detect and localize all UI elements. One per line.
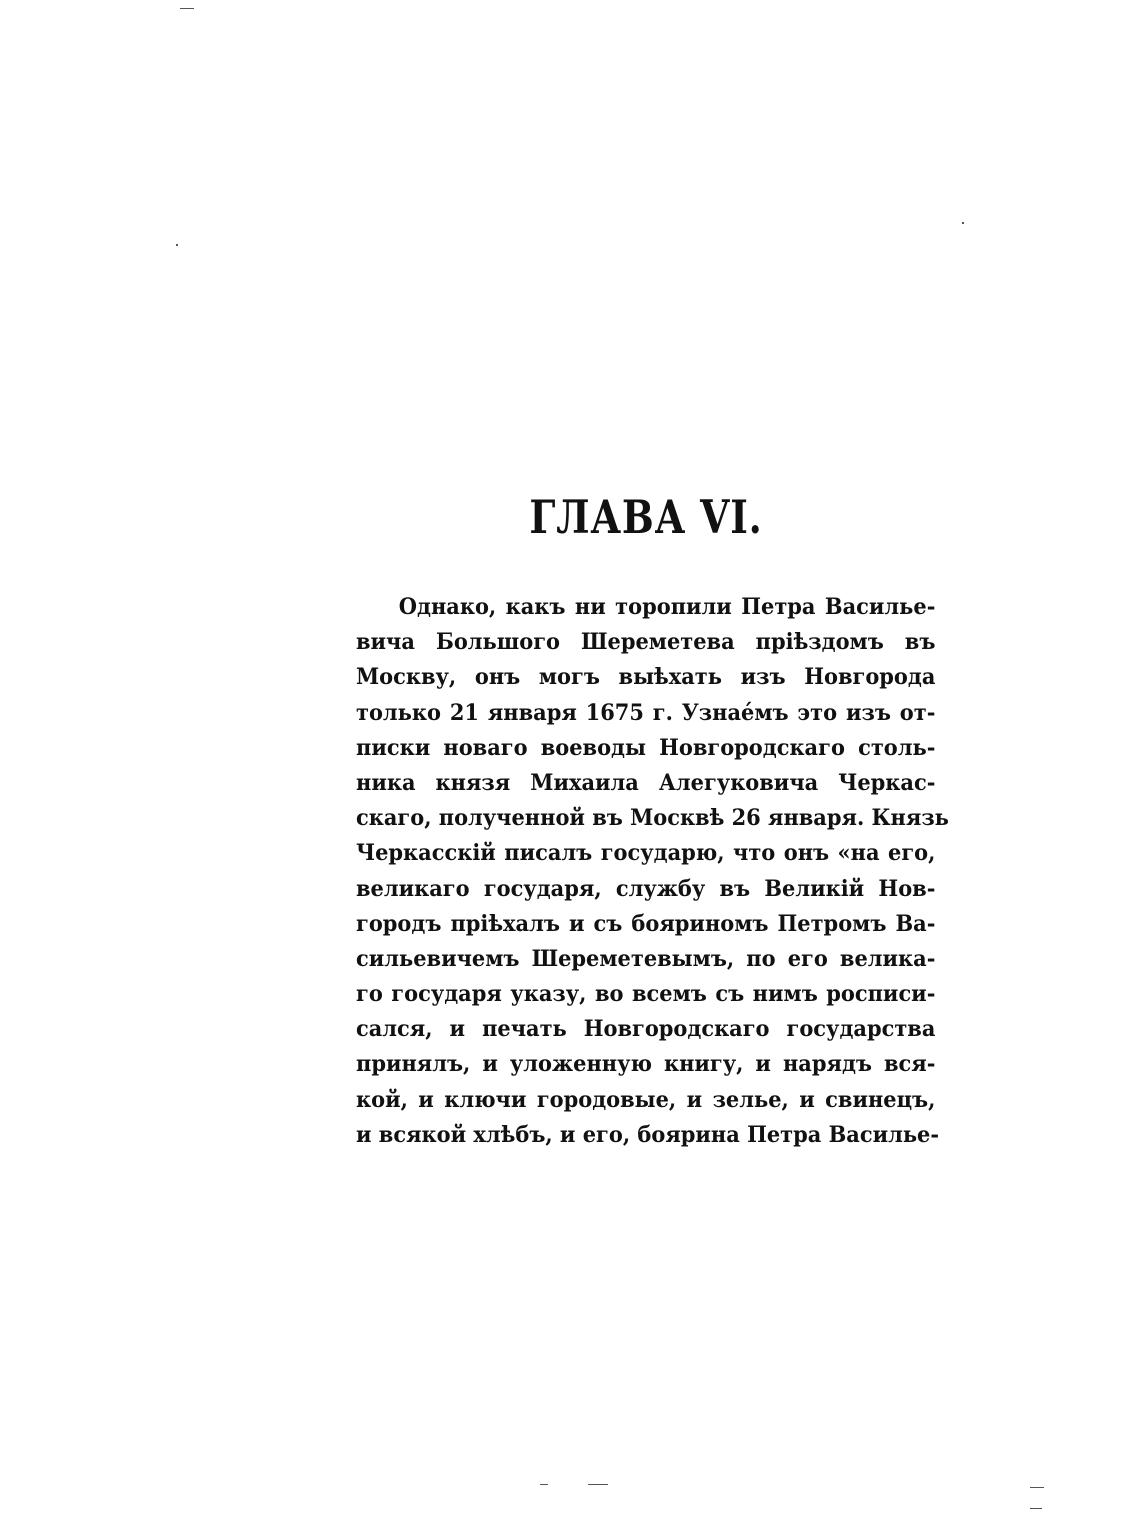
scan-speck	[1030, 1487, 1044, 1488]
scan-speck	[180, 8, 194, 9]
text-line: писки новаго воеводы Новгородскаго столь-	[356, 734, 936, 761]
text-line: Однако, какъ ни торопили Петра Василье-	[398, 594, 936, 620]
text-line: принялъ, и уложенную книгу, и нарядъ вся-	[356, 1051, 936, 1078]
scan-speck	[588, 1484, 608, 1485]
text-line: Москву, онъ могъ выѣхать изъ Новгорода	[356, 664, 936, 691]
text-line: только 21 января 1675 г. Узнае́мъ это изъ от-	[356, 699, 936, 726]
text-line: великаго государя, службу въ Великій Нов-	[356, 875, 936, 902]
chapter-title: ГЛАВА VI.	[529, 490, 763, 544]
scan-speck	[1030, 1508, 1042, 1509]
scan-speck	[540, 1484, 548, 1485]
scan-speck	[962, 222, 964, 224]
text-line: скаго, полученной въ Москвѣ 26 января. Князь	[356, 805, 949, 832]
text-line: го государя указу, во всемъ съ нимъ росписи-	[356, 981, 936, 1008]
text-line: ника князя Михаила Алегуковича Черкас-	[356, 769, 936, 796]
text-line: городъ пріѣхалъ и съ бояриномъ Петромъ Ва-	[356, 910, 936, 937]
text-line: кой, и ключи городовые, и зелье, и свинецъ,	[356, 1086, 936, 1113]
body-text	[356, 590, 949, 1153]
text-line: Черкасскій писалъ государю, что онъ «на его,	[356, 840, 936, 867]
scan-speck	[176, 244, 178, 246]
text-line: и всякой хлѣбъ, и его, боярина Петра Василье-	[356, 1121, 940, 1148]
text-line: сался, и печать Новгородскаго государства	[356, 1016, 936, 1043]
text-line: вича Большого Шереметева пріѣздомъ въ	[356, 629, 936, 656]
text-line: сильевичемъ Шереметевымъ, по его велика-	[356, 945, 936, 972]
